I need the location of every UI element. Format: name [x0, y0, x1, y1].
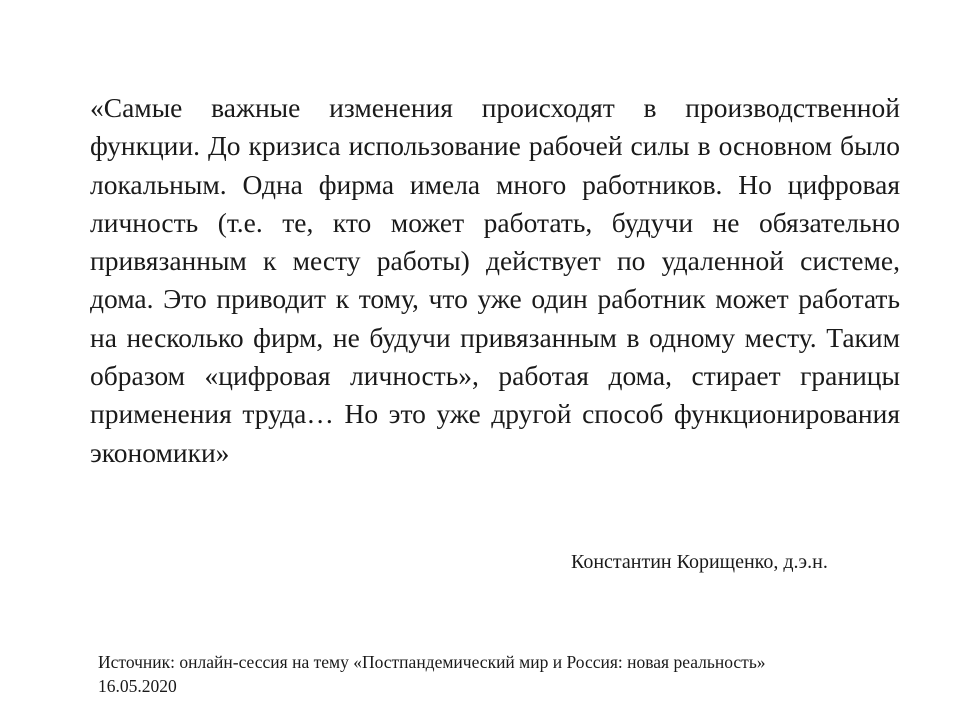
- quote-author: Константин Корищенко, д.э.н.: [571, 551, 828, 573]
- quote-text: «Самые важные изменения происходят в производственной функции. До кризиса использование рабочей силы в основном было локальным. Одна фирма имела много работников. Но цифровая личность (т.е. те, кто может работать, будучи не обязательно привязанным к месту работы) действует по удаленной системе, дома. Это приводит к тому, что уже один работник может работать на несколько фирм, не будучи привязанным в одному месту. Таким образом «цифровая личность», работая дома, стирает границы применения труда… Но это уже другой способ функционирования экономики»: [90, 92, 900, 468]
- source-citation: Источник: онлайн-сессия на тему «Постпандемический мир и Россия: новая реальность» 16.05.2020: [98, 652, 766, 696]
